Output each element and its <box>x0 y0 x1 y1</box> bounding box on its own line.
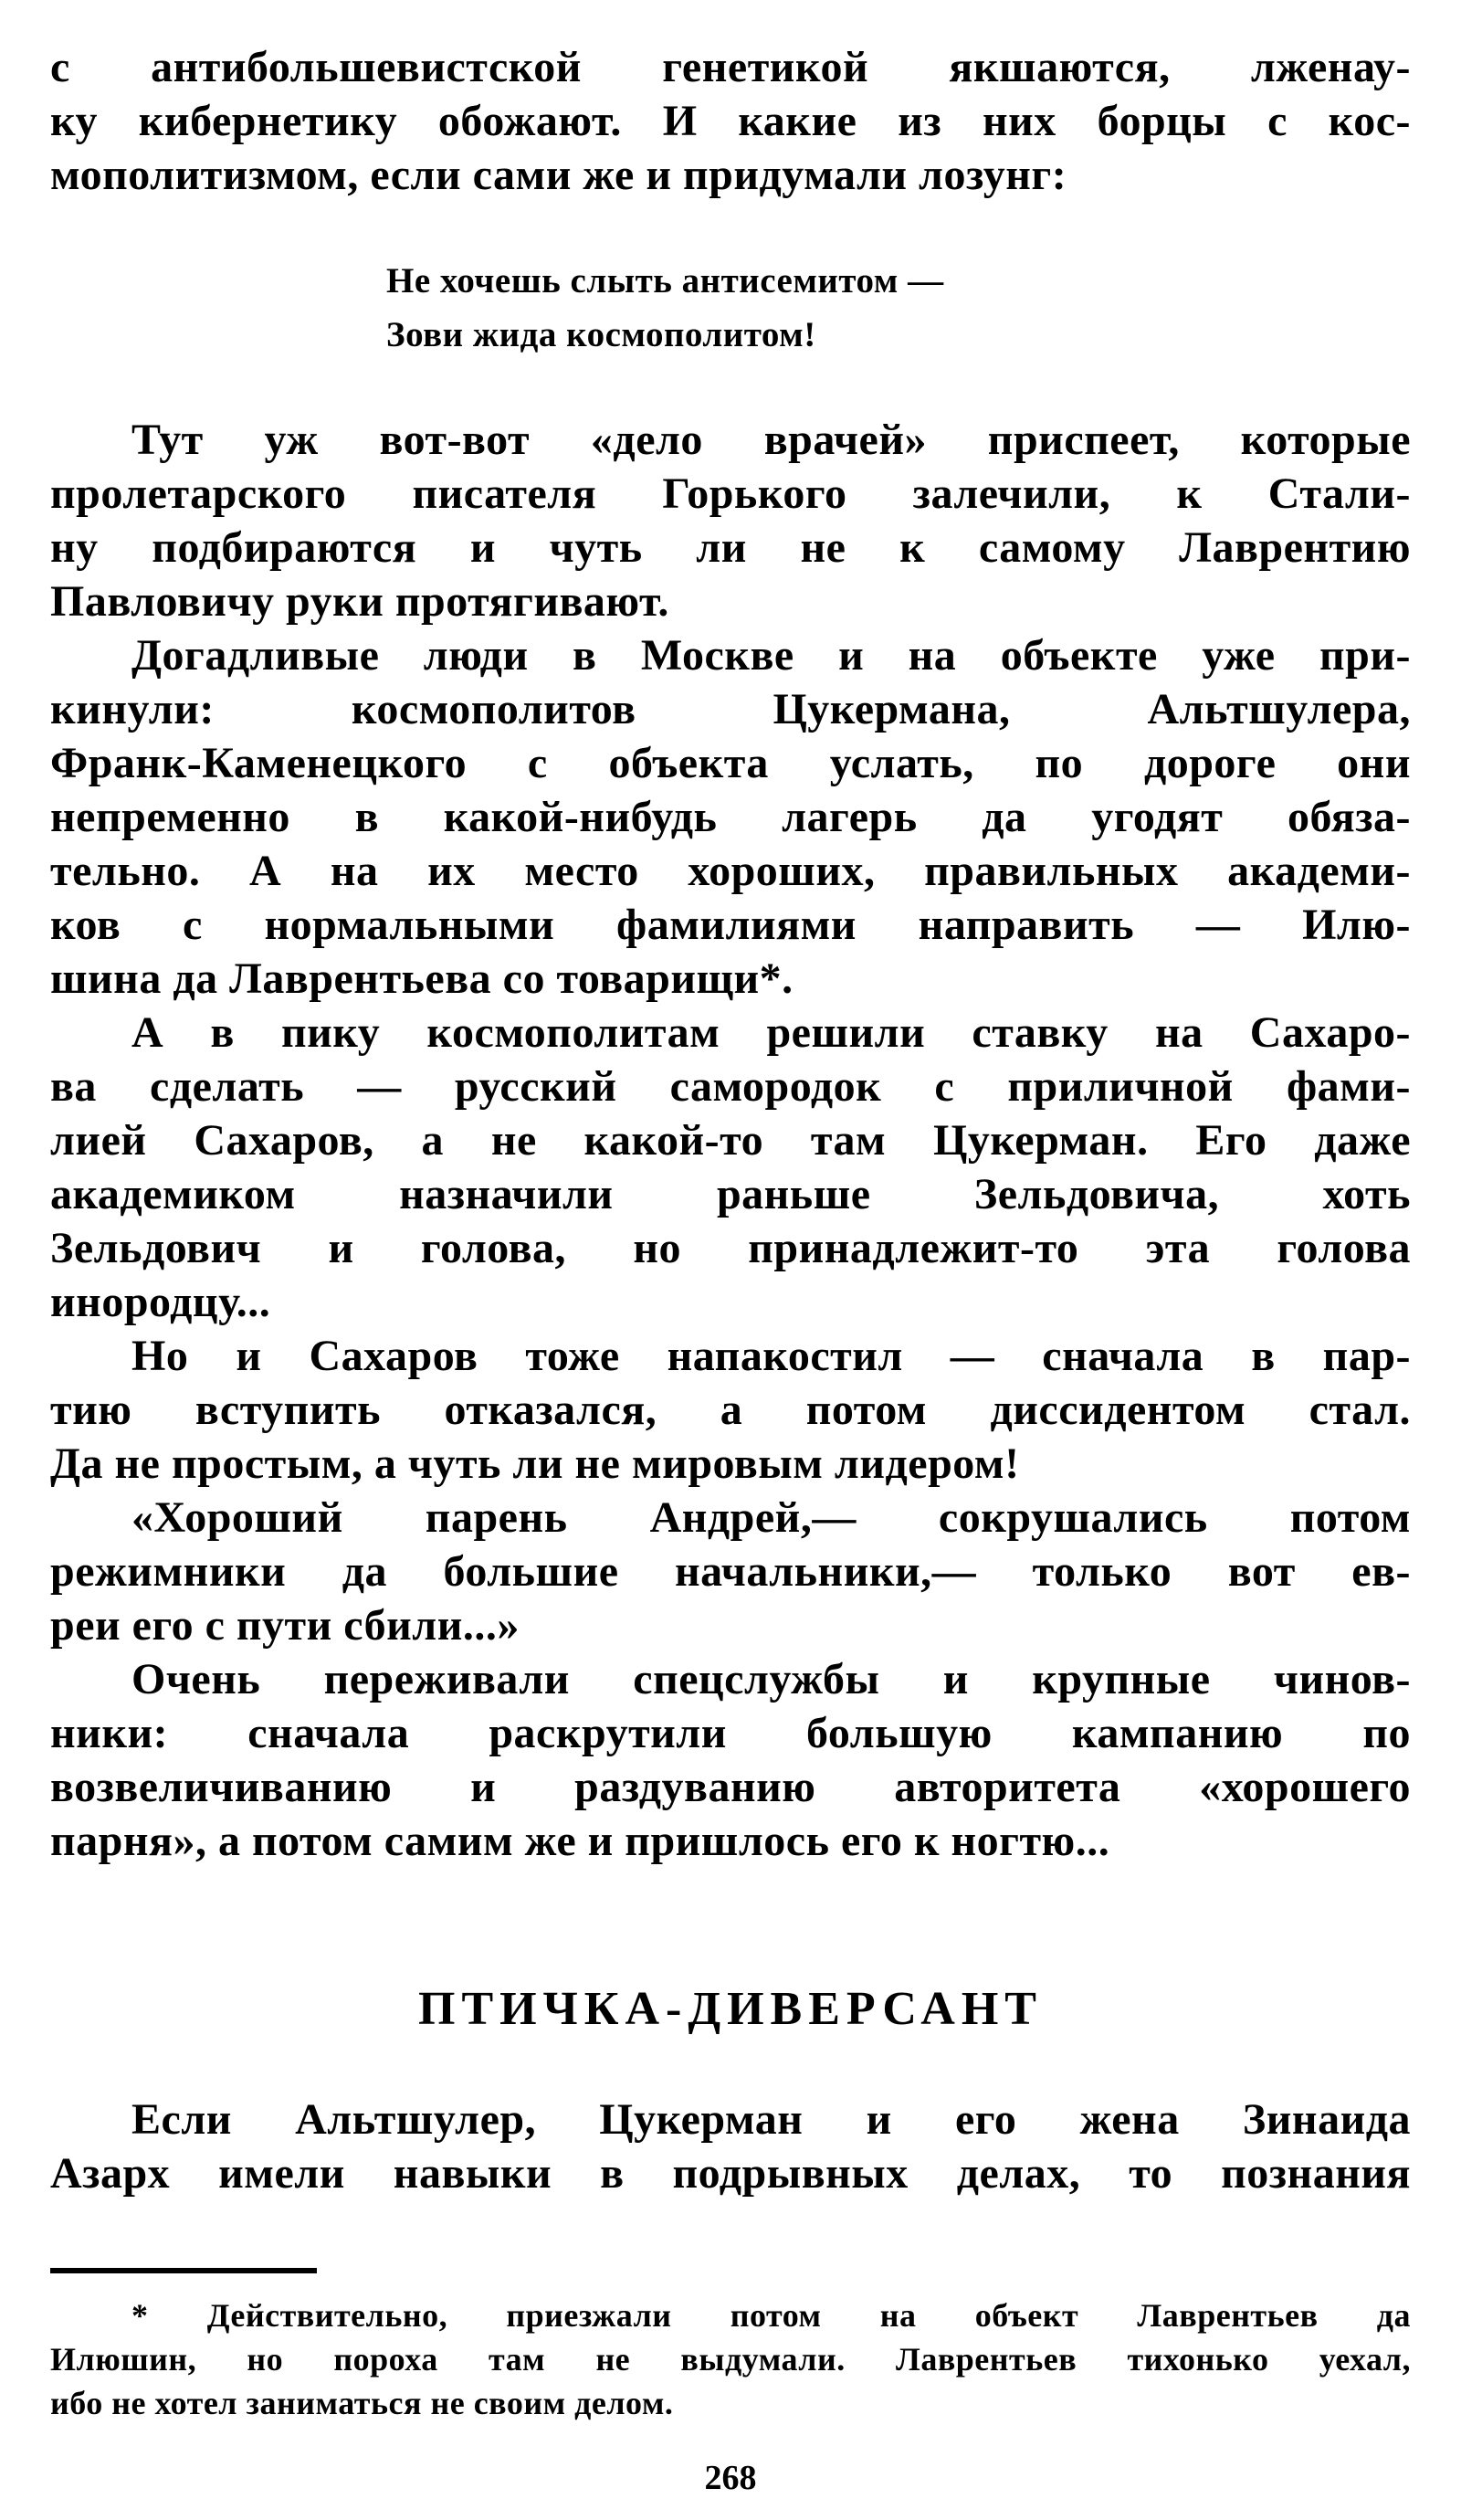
footnote <box>50 2293 1411 2425</box>
text-line: Тут уж вот-вот «дело врачей» приспеет, которые <box>131 416 1411 464</box>
text-line: академиком назначили раньше Зельдовича, хоть <box>50 1170 1411 1218</box>
text-line: мополитизмом, если сами же и придумали лозунг: <box>50 151 1067 199</box>
footnote-divider <box>50 2268 317 2273</box>
text-line: ну подбираются и чуть ли не к самому Лаврентию <box>50 523 1411 572</box>
text-line: Павловичу руки протягивают. <box>50 577 669 626</box>
text-line: инородцу... <box>50 1278 271 1326</box>
text-line: Очень переживали спецслужбы и крупные чинов- <box>131 1655 1411 1703</box>
text-line: с антибольшевистской генетикой якшаются, лженау- <box>50 43 1411 91</box>
paragraph <box>50 1491 1411 1652</box>
text-line: ков с нормальными фамилиями направить — Илю- <box>50 901 1411 949</box>
text-line: Зови жида космополитом! <box>386 315 816 354</box>
text-line: ники: сначала раскрутили большую кампанию по <box>50 1709 1411 1757</box>
text-line: ку кибернетику обожают. И какие из них борцы с кос- <box>50 97 1411 145</box>
text-line: Не хочешь слыть антисемитом — <box>386 261 944 301</box>
text-line: Догадливые люди в Москве и на объекте уже при- <box>131 631 1411 680</box>
verse-quote <box>386 254 1411 362</box>
text-line: ва сделать — русский самородок с приличной фами- <box>50 1062 1411 1111</box>
text-line: Зельдович и голова, но принадлежит-то эта голова <box>50 1224 1411 1272</box>
paragraph <box>50 2093 1411 2200</box>
text-line: Да не простым, а чуть ли не мировым лидером! <box>50 1439 1020 1488</box>
text-line: Илюшин, но пороха там не выдумали. Лаврентьев тихонько уехал, <box>50 2341 1411 2378</box>
text-line: тию вступить отказался, а потом диссидентом стал. <box>50 1386 1411 1434</box>
text-line: пролетарского писателя Горького залечили, к Стали- <box>50 469 1411 518</box>
page-number: 268 <box>704 2459 757 2497</box>
section-heading: ПТИЧКА-ДИВЕРСАНТ <box>418 1983 1043 2035</box>
text-line: лией Сахаров, а не какой-то там Цукерман. Его даже <box>50 1116 1411 1165</box>
text-line: Азарх имели навыки в подрывных делах, то познания <box>50 2149 1411 2198</box>
text-line: шина да Лаврентьева со товарищи*. <box>50 954 794 1003</box>
text-line: Но и Сахаров тоже напакостил — сначала в пар- <box>131 1332 1411 1380</box>
paragraph <box>50 628 1411 1006</box>
paragraph <box>50 1652 1411 1868</box>
text-line: возвеличиванию и раздуванию авторитета «хорошего <box>50 1763 1411 1811</box>
paragraph <box>50 40 1411 202</box>
text-line: Если Альтшулер, Цукерман и его жена Зинаида <box>131 2095 1411 2144</box>
paragraph <box>50 1329 1411 1491</box>
text-line: режимники да большие начальники,— только вот ев- <box>50 1547 1411 1596</box>
text-line: реи его с пути сбили...» <box>50 1601 520 1650</box>
paragraph <box>50 413 1411 628</box>
text-line: Франк-Каменецкого с объекта услать, по дороге они <box>50 739 1411 787</box>
text-line: А в пику космополитам решили ставку на Сахаро- <box>131 1008 1411 1057</box>
paragraph <box>50 1006 1411 1329</box>
text-line: * Действительно, приезжали потом на объект Лаврентьев да <box>131 2297 1411 2334</box>
text-line: непременно в какой-нибудь лагерь да угодят обяза- <box>50 793 1411 841</box>
text-line: тельно. А на их место хороших, правильных академи- <box>50 847 1411 895</box>
text-line: парня», а потом самим же и пришлось его к ногтю... <box>50 1817 1110 1865</box>
text-line: ибо не хотел заниматься не своим делом. <box>50 2385 674 2421</box>
text-line: кинули: космополитов Цукермана, Альтшулера, <box>50 685 1411 733</box>
text-line: «Хороший парень Андрей,— сокрушались потом <box>131 1493 1411 1542</box>
